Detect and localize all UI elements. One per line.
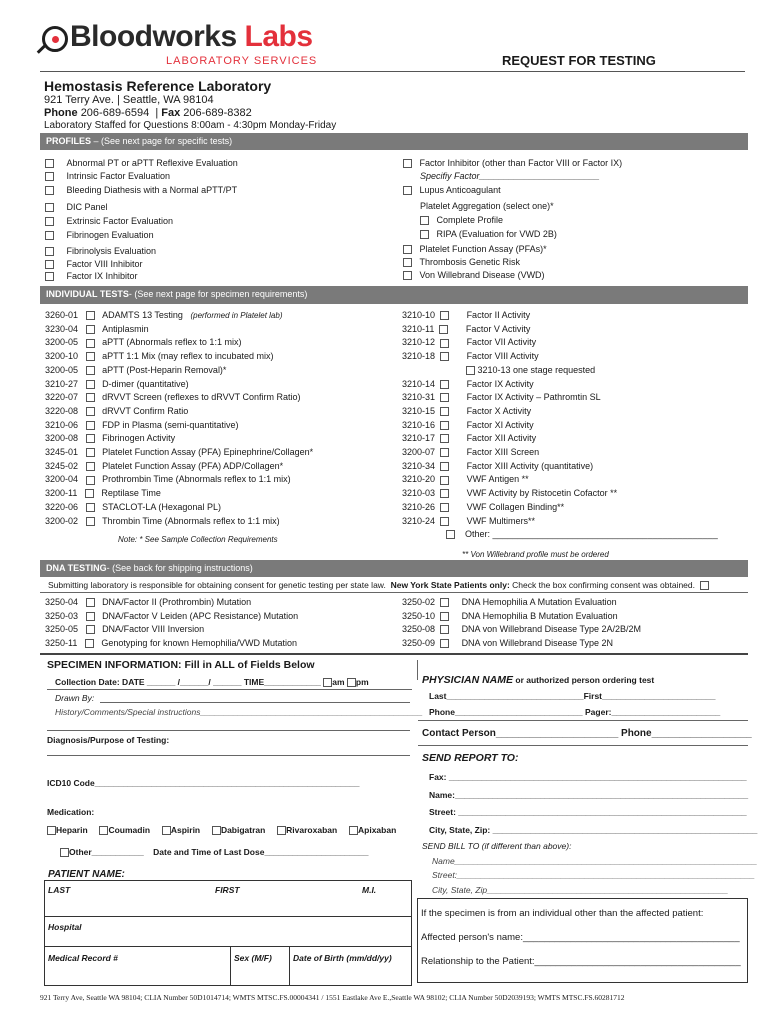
checkbox[interactable] bbox=[86, 434, 95, 443]
test-name: Factor IX Activity bbox=[466, 378, 534, 389]
test-code: 3260-01 bbox=[45, 310, 79, 320]
test-name: Factor XIII Activity (quantitative) bbox=[466, 460, 594, 471]
test-name: DNA von Willebrand Disease Type 2N bbox=[461, 637, 613, 648]
test-code: 3250-10 bbox=[402, 610, 436, 621]
pm-checkbox[interactable] bbox=[347, 678, 356, 687]
divider bbox=[418, 720, 748, 721]
profile-item bbox=[45, 184, 237, 197]
test-row bbox=[45, 364, 234, 378]
checkbox[interactable] bbox=[440, 598, 449, 607]
divider bbox=[47, 689, 412, 690]
report-street-field[interactable]: Street: _____________________________________________________________ bbox=[429, 807, 747, 817]
test-row bbox=[45, 432, 183, 446]
bill-name-field[interactable]: Name________________________________________________________________ bbox=[432, 856, 758, 866]
test-code: 3210-06 bbox=[45, 419, 79, 430]
profile-label: Extrinsic Factor Evaluation bbox=[66, 216, 174, 226]
checkbox[interactable] bbox=[45, 172, 54, 181]
checkbox[interactable] bbox=[86, 625, 95, 634]
test-row bbox=[45, 323, 156, 337]
profile-label: Bleeding Diathesis with a Normal aPTT/PT bbox=[66, 185, 238, 195]
consent-text: Submitting laboratory is responsible for obtaining consent for genetic testing per state law. New York State Patients only: Check the box confirming consent was obtained. bbox=[48, 579, 709, 592]
checkbox[interactable] bbox=[45, 260, 54, 269]
test-code: 3220-08 bbox=[45, 405, 79, 416]
profile-label: Von Willebrand Disease (VWD) bbox=[419, 270, 545, 280]
checkbox[interactable] bbox=[86, 598, 95, 607]
test-name: FDP in Plasma (semi-quantitative) bbox=[102, 419, 239, 430]
test-row bbox=[45, 487, 168, 501]
checkbox[interactable] bbox=[440, 489, 449, 498]
test-row bbox=[45, 501, 228, 515]
divider bbox=[44, 946, 412, 947]
collection-note: Note: * See Sample Collection Requirements bbox=[118, 535, 278, 544]
test-code: 3210-11 bbox=[402, 323, 435, 334]
test-code: 3220-06 bbox=[45, 501, 79, 512]
test-name: Factor XIII Screen bbox=[466, 447, 540, 457]
checkbox[interactable] bbox=[403, 245, 412, 254]
test-code: 3210-03 bbox=[402, 488, 436, 499]
divider bbox=[40, 592, 748, 593]
test-code: 3210-18 bbox=[402, 351, 436, 362]
dna-test-row bbox=[45, 637, 297, 651]
physician-phone-field[interactable]: Phone___________________________ Pager:_______________________ bbox=[429, 707, 721, 717]
logo-text: Bloodworks Labs bbox=[70, 20, 313, 53]
test-code: 3200-05 bbox=[45, 364, 79, 375]
checkbox[interactable] bbox=[86, 393, 95, 402]
affected-name-field[interactable]: Affected person's name:_________________________________________ bbox=[421, 932, 740, 943]
test-row bbox=[402, 336, 536, 350]
test-code: 3250-09 bbox=[402, 637, 436, 648]
divider bbox=[40, 71, 745, 72]
test-name: Fibrinogen Activity bbox=[102, 433, 176, 444]
profile-label: Abnormal PT or aPTT Reflexive Evaluation bbox=[66, 158, 238, 168]
patient-last-field[interactable]: LAST bbox=[48, 885, 71, 895]
test-name: DNA/Factor VIII Inversion bbox=[102, 624, 205, 634]
test-row bbox=[45, 446, 321, 460]
test-name: Factor V Activity bbox=[465, 323, 531, 334]
lab-address: 921 Terry Ave. | Seattle, WA 98104 bbox=[44, 94, 214, 106]
test-code: 3210-27 bbox=[45, 378, 79, 389]
checkbox[interactable] bbox=[440, 448, 449, 457]
test-name: VWF Activity by Ristocetin Cofactor ** bbox=[466, 488, 618, 499]
test-code: 3250-05 bbox=[45, 624, 79, 634]
test-name: Factor X Activity bbox=[466, 405, 532, 416]
test-row bbox=[446, 528, 718, 542]
medication-checkbox[interactable] bbox=[277, 826, 286, 835]
test-name: 3210-13 one stage requested bbox=[477, 364, 596, 375]
checkbox[interactable] bbox=[86, 366, 95, 375]
dna-test-row bbox=[45, 610, 298, 624]
medication-label: Rivaroxaban bbox=[286, 825, 338, 835]
test-code: 3210-15 bbox=[402, 405, 436, 416]
test-name: Factor VIII Activity bbox=[466, 351, 539, 362]
dna-test-row bbox=[402, 637, 613, 651]
contact-person-field[interactable]: Contact Person______________________ Phone__________________ bbox=[422, 728, 752, 739]
test-code: 3250-08 bbox=[402, 624, 436, 634]
patient-title: PATIENT NAME: bbox=[48, 869, 125, 880]
checkbox[interactable] bbox=[440, 517, 449, 526]
test-row bbox=[45, 309, 283, 323]
drawn-by-field[interactable]: Drawn By: bbox=[55, 693, 95, 703]
profile-label: Fibrinogen Evaluation bbox=[66, 230, 154, 240]
checkbox[interactable] bbox=[86, 517, 95, 526]
test-code: 3210-14 bbox=[402, 378, 436, 389]
checkbox[interactable] bbox=[86, 462, 95, 471]
dna-test-row bbox=[402, 623, 641, 637]
medication-label: Apixaban bbox=[358, 825, 397, 835]
test-name: Factor IX Activity – Pathromtin SL bbox=[466, 392, 601, 403]
test-row bbox=[402, 419, 534, 433]
test-name: aPTT (Post-Heparin Removal)* bbox=[102, 364, 227, 375]
test-name: aPTT (Abnormals reflex to 1:1 mix) bbox=[102, 337, 242, 348]
underline bbox=[100, 702, 410, 703]
test-name: DNA Hemophilia A Mutation Evaluation bbox=[461, 597, 617, 607]
test-name: Antiplasmin bbox=[102, 323, 149, 334]
divider bbox=[230, 946, 231, 986]
medication-label: Medication: bbox=[47, 807, 95, 817]
other-field[interactable]: Other___________ bbox=[69, 847, 144, 857]
checkbox[interactable] bbox=[45, 203, 54, 212]
hospital-field[interactable]: Hospital bbox=[48, 922, 82, 932]
checkbox[interactable] bbox=[440, 339, 449, 348]
test-row bbox=[45, 391, 308, 405]
test-name: Platelet Function Assay (PFA) ADP/Collagen* bbox=[102, 460, 284, 471]
checkbox[interactable] bbox=[86, 503, 95, 512]
profile-label: Factor VIII Inhibitor bbox=[66, 259, 143, 269]
test-row bbox=[402, 405, 531, 419]
specimen-title: SPECIMEN INFORMATION: Fill in ALL of Fields Below bbox=[47, 659, 315, 671]
logo-subtitle: LABORATORY SERVICES bbox=[166, 55, 318, 67]
test-name: Reptilase Time bbox=[101, 488, 161, 499]
test-code: 3210-26 bbox=[402, 501, 436, 512]
test-code: 3200-10 bbox=[45, 351, 79, 362]
test-code: 3200-08 bbox=[45, 433, 79, 444]
specify-factor-field[interactable]: Specifiy Factor________________________ bbox=[420, 171, 600, 181]
icd10-field[interactable]: ICD10 Code________________________________________________________ bbox=[47, 778, 360, 788]
report-city-field[interactable]: City, State, Zip: ________________________________________________________ bbox=[429, 825, 758, 835]
test-name: VWF Antigen ** bbox=[466, 474, 529, 485]
test-row bbox=[466, 364, 595, 378]
test-code: 3210-20 bbox=[402, 474, 436, 485]
checkbox[interactable] bbox=[86, 311, 95, 320]
checkbox[interactable] bbox=[403, 258, 412, 267]
checkbox[interactable] bbox=[86, 612, 95, 621]
patient-first-field[interactable]: FIRST bbox=[215, 885, 240, 895]
profile-label: Complete Profile bbox=[436, 215, 504, 225]
platelet-aggregation-label: Platelet Aggregation (select one)* bbox=[420, 201, 554, 211]
medication-options bbox=[47, 824, 396, 837]
profiles-bar: PROFILES – (See next page for specific tests) bbox=[40, 133, 748, 150]
test-row bbox=[45, 336, 249, 350]
test-code: 3250-03 bbox=[45, 610, 79, 621]
test-name: aPTT 1:1 Mix (may reflex to incubated mix) bbox=[102, 351, 274, 362]
test-name: DNA/Factor II (Prothrombin) Mutation bbox=[102, 597, 252, 607]
checkbox[interactable] bbox=[440, 639, 449, 648]
dna-test-row bbox=[45, 623, 204, 637]
profile-label: Intrinsic Factor Evaluation bbox=[66, 171, 171, 181]
relationship-field[interactable]: Relationship to the Patient:_______________________________________ bbox=[421, 956, 741, 967]
report-fax-field[interactable]: Fax: _______________________________________________________________ bbox=[429, 772, 747, 782]
divider bbox=[44, 916, 412, 917]
test-row bbox=[45, 473, 298, 487]
test-row bbox=[402, 446, 539, 460]
test-code: 3210-31 bbox=[402, 392, 436, 403]
test-row bbox=[402, 350, 539, 364]
profile-item bbox=[45, 201, 108, 214]
profile-item bbox=[45, 215, 173, 228]
test-code: 3210-12 bbox=[402, 337, 436, 348]
checkbox[interactable] bbox=[440, 612, 449, 621]
bill-city-field[interactable]: City, State, Zip___________________________________________________ bbox=[432, 885, 729, 895]
physician-name-field[interactable]: Last_____________________________First________________________ bbox=[429, 691, 716, 701]
diagnosis-field[interactable]: Diagnosis/Purpose of Testing: bbox=[47, 735, 170, 745]
test-code: 3220-07 bbox=[45, 392, 79, 403]
medication-label: Coumadin bbox=[108, 825, 151, 835]
test-name: Factor XII Activity bbox=[466, 433, 537, 444]
test-row bbox=[402, 323, 530, 337]
checkbox[interactable] bbox=[86, 339, 95, 348]
test-name: DNA Hemophilia B Mutation Evaluation bbox=[461, 610, 618, 621]
dob-field[interactable]: Date of Birth (mm/dd/yy) bbox=[293, 953, 392, 963]
profile-label: Thrombosis Genetic Risk bbox=[419, 257, 521, 267]
test-code: 3200-05 bbox=[45, 337, 79, 348]
checkbox[interactable] bbox=[45, 231, 54, 240]
test-row bbox=[45, 460, 291, 474]
test-row bbox=[402, 378, 534, 392]
profile-label: Platelet Function Assay (PFAs)* bbox=[419, 244, 547, 254]
dna-test-row bbox=[402, 610, 618, 624]
divider bbox=[417, 660, 418, 680]
test-code: 3210-10 bbox=[402, 310, 436, 320]
profile-label: Factor IX Inhibitor bbox=[66, 271, 138, 281]
dna-test-row bbox=[45, 596, 251, 610]
checkbox[interactable] bbox=[440, 503, 449, 512]
test-code: 3210-34 bbox=[402, 460, 436, 471]
checkbox[interactable] bbox=[440, 625, 449, 634]
test-row bbox=[402, 473, 529, 487]
test-code: 3250-02 bbox=[402, 597, 436, 607]
test-name: Factor XI Activity bbox=[466, 419, 534, 430]
checkbox[interactable] bbox=[440, 434, 449, 443]
medication-checkbox[interactable] bbox=[349, 826, 358, 835]
test-name: VWF Collagen Binding** bbox=[466, 501, 565, 512]
checkbox[interactable] bbox=[403, 271, 412, 280]
checkbox[interactable] bbox=[86, 421, 95, 430]
test-name: DNA/Factor V Leiden (APC Resistance) Mutation bbox=[102, 610, 299, 621]
test-row bbox=[45, 515, 287, 529]
checkbox[interactable] bbox=[439, 325, 448, 334]
test-name: Factor II Activity bbox=[466, 310, 531, 320]
test-note: (performed in Platelet lab) bbox=[190, 311, 283, 320]
test-row bbox=[402, 501, 564, 515]
medication-checkbox[interactable] bbox=[47, 826, 56, 835]
checkbox[interactable] bbox=[86, 380, 95, 389]
test-code: 3230-04 bbox=[45, 323, 79, 334]
checkbox[interactable] bbox=[446, 530, 455, 539]
test-name: D-dimer (quantitative) bbox=[102, 378, 189, 389]
medication-label: Heparin bbox=[56, 825, 88, 835]
checkbox[interactable] bbox=[85, 639, 94, 648]
checkbox[interactable] bbox=[420, 216, 429, 225]
checkbox[interactable] bbox=[440, 407, 449, 416]
checkbox[interactable] bbox=[440, 393, 449, 402]
test-name: Thrombin Time (Abnormals reflex to 1:1 mix) bbox=[102, 515, 280, 526]
other-checkbox[interactable] bbox=[60, 848, 69, 857]
test-row bbox=[45, 419, 246, 433]
checkbox[interactable] bbox=[86, 476, 95, 485]
checkbox[interactable] bbox=[466, 366, 475, 375]
test-row bbox=[402, 460, 593, 474]
lab-name: Hemostasis Reference Laboratory bbox=[44, 78, 272, 94]
test-code: 3210-24 bbox=[402, 515, 436, 526]
bill-to-title: SEND BILL TO (if different than above): bbox=[422, 841, 572, 851]
last-dose-row bbox=[60, 846, 368, 859]
profile-item bbox=[45, 245, 156, 258]
report-name-field[interactable]: Name:______________________________________________________________ bbox=[429, 790, 749, 800]
medication-label: Aspirin bbox=[170, 825, 201, 835]
test-code: 3250-04 bbox=[45, 597, 79, 607]
test-name: DNA von Willebrand Disease Type 2A/2B/2M bbox=[461, 624, 641, 634]
test-name: dRVVT Confirm Ratio bbox=[102, 405, 189, 416]
checkbox[interactable] bbox=[440, 352, 449, 361]
collection-date-field[interactable]: Collection Date: DATE ______ /______/ ______ TIME____________ am pm bbox=[55, 677, 369, 687]
profile-label: Lupus Anticoagulant bbox=[419, 185, 501, 195]
medication-checkbox[interactable] bbox=[162, 826, 171, 835]
test-row bbox=[402, 309, 530, 323]
checkbox[interactable] bbox=[440, 311, 449, 320]
divider bbox=[289, 946, 290, 986]
test-code: 3210-16 bbox=[402, 419, 436, 430]
profile-item bbox=[45, 170, 170, 183]
profile-label: RIPA (Evaluation for VWD 2B) bbox=[436, 229, 557, 239]
test-code: 3200-04 bbox=[45, 474, 79, 485]
test-code: 3245-02 bbox=[45, 460, 79, 471]
magnifier-icon bbox=[42, 26, 68, 52]
test-row bbox=[402, 515, 535, 529]
form-title: REQUEST FOR TESTING bbox=[502, 53, 656, 68]
checkbox[interactable] bbox=[45, 159, 54, 168]
divider bbox=[40, 653, 748, 655]
test-row bbox=[402, 391, 601, 405]
test-name: Other: _____________________________________________ bbox=[465, 529, 718, 540]
test-row bbox=[402, 487, 617, 501]
checkbox[interactable] bbox=[86, 325, 95, 334]
divider bbox=[418, 745, 748, 746]
checkbox[interactable] bbox=[420, 230, 429, 239]
dna-test-row bbox=[402, 596, 617, 610]
lab-hours: Laboratory Staffed for Questions 8:00am - 4:30pm Monday-Friday bbox=[44, 120, 337, 131]
checkbox[interactable] bbox=[86, 352, 95, 361]
profile-label: DIC Panel bbox=[66, 202, 108, 212]
test-code: 3250-11 bbox=[45, 637, 78, 648]
test-name: Platelet Function Assay (PFA) Epinephrine/Collagen* bbox=[102, 447, 314, 457]
vwf-note: ** Von Willebrand profile must be ordered bbox=[462, 550, 609, 559]
footer: 921 Terry Ave, Seattle WA 98104; CLIA Number 50D1014714; WMTS MTSC.FS.00004341 / 1551 Eastlake Ave E.,Seattle WA 98102; CLIA Number 50D2039193; WMTS MTSC.FS.60281712 bbox=[40, 993, 625, 1002]
checkbox[interactable] bbox=[440, 476, 449, 485]
checkbox[interactable] bbox=[440, 380, 449, 389]
medical-record-field[interactable]: Medical Record # bbox=[48, 953, 118, 963]
am-checkbox[interactable] bbox=[323, 678, 332, 687]
test-name: dRVVT Screen (reflexes to dRVVT Confirm Ratio) bbox=[102, 392, 301, 403]
checkbox[interactable] bbox=[86, 448, 95, 457]
checkbox[interactable] bbox=[45, 186, 54, 195]
last-dose-field[interactable]: Date and Time of Last Dose______________________ bbox=[153, 847, 369, 857]
medication-label: Dabigatran bbox=[220, 825, 266, 835]
ny-consent-checkbox[interactable] bbox=[700, 581, 709, 590]
checkbox[interactable] bbox=[45, 272, 54, 281]
test-row bbox=[45, 378, 196, 392]
test-name: Factor VII Activity bbox=[466, 337, 537, 348]
send-report-title: SEND REPORT TO: bbox=[422, 752, 519, 764]
checkbox[interactable] bbox=[45, 247, 54, 256]
sex-field[interactable]: Sex (M/F) bbox=[234, 953, 272, 963]
test-row bbox=[45, 405, 196, 419]
test-name: VWF Multimers** bbox=[466, 515, 536, 526]
test-code: 3210-17 bbox=[402, 433, 436, 444]
individual-tests-bar: INDIVIDUAL TESTS- (See next page for specimen requirements) bbox=[40, 286, 748, 304]
checkbox[interactable] bbox=[403, 186, 412, 195]
test-name: Prothrombin Time (Abnormals reflex to 1:1 mix) bbox=[102, 474, 291, 485]
test-name: Genotyping for known Hemophilia/VWD Mutation bbox=[101, 637, 297, 648]
checkbox[interactable] bbox=[440, 462, 449, 471]
test-row bbox=[402, 432, 536, 446]
physician-title: PHYSICIAN NAME or authorized person ordering test bbox=[422, 674, 655, 686]
test-name: ADAMTS 13 Testing bbox=[102, 310, 183, 320]
bill-street-field[interactable]: Street:_______________________________________________________________ bbox=[432, 870, 755, 880]
test-row bbox=[45, 350, 281, 364]
test-name: STACLOT-LA (Hexagonal PL) bbox=[102, 501, 221, 512]
test-code: 3200-02 bbox=[45, 515, 79, 526]
test-code: 3200-11 bbox=[45, 488, 78, 499]
underline bbox=[47, 730, 410, 731]
profile-label: Factor Inhibitor (other than Factor VIII or Factor IX) bbox=[419, 158, 623, 168]
history-field[interactable]: History/Comments/Special instructions_______________________________________________ bbox=[55, 707, 423, 717]
test-code: 3245-01 bbox=[45, 447, 79, 457]
dna-testing-bar: DNA TESTING- (See back for shipping instructions) bbox=[40, 560, 748, 577]
patient-mi-field[interactable]: M.I. bbox=[362, 885, 377, 895]
profile-item bbox=[45, 270, 138, 283]
checkbox[interactable] bbox=[403, 159, 412, 168]
test-code: 3200-07 bbox=[402, 447, 436, 457]
lab-contact: Phone 206-689-6594 | Fax 206-689-8382 bbox=[44, 107, 252, 119]
checkbox[interactable] bbox=[86, 407, 95, 416]
affected-intro: If the specimen is from an individual other than the affected patient: bbox=[421, 908, 704, 919]
checkbox[interactable] bbox=[45, 217, 54, 226]
profile-item bbox=[45, 229, 154, 242]
checkbox[interactable] bbox=[440, 421, 449, 430]
underline bbox=[47, 755, 410, 756]
profile-item bbox=[45, 157, 238, 170]
checkbox[interactable] bbox=[85, 489, 94, 498]
profile-label: Fibrinolysis Evaluation bbox=[66, 246, 157, 256]
medication-checkbox[interactable] bbox=[212, 826, 221, 835]
